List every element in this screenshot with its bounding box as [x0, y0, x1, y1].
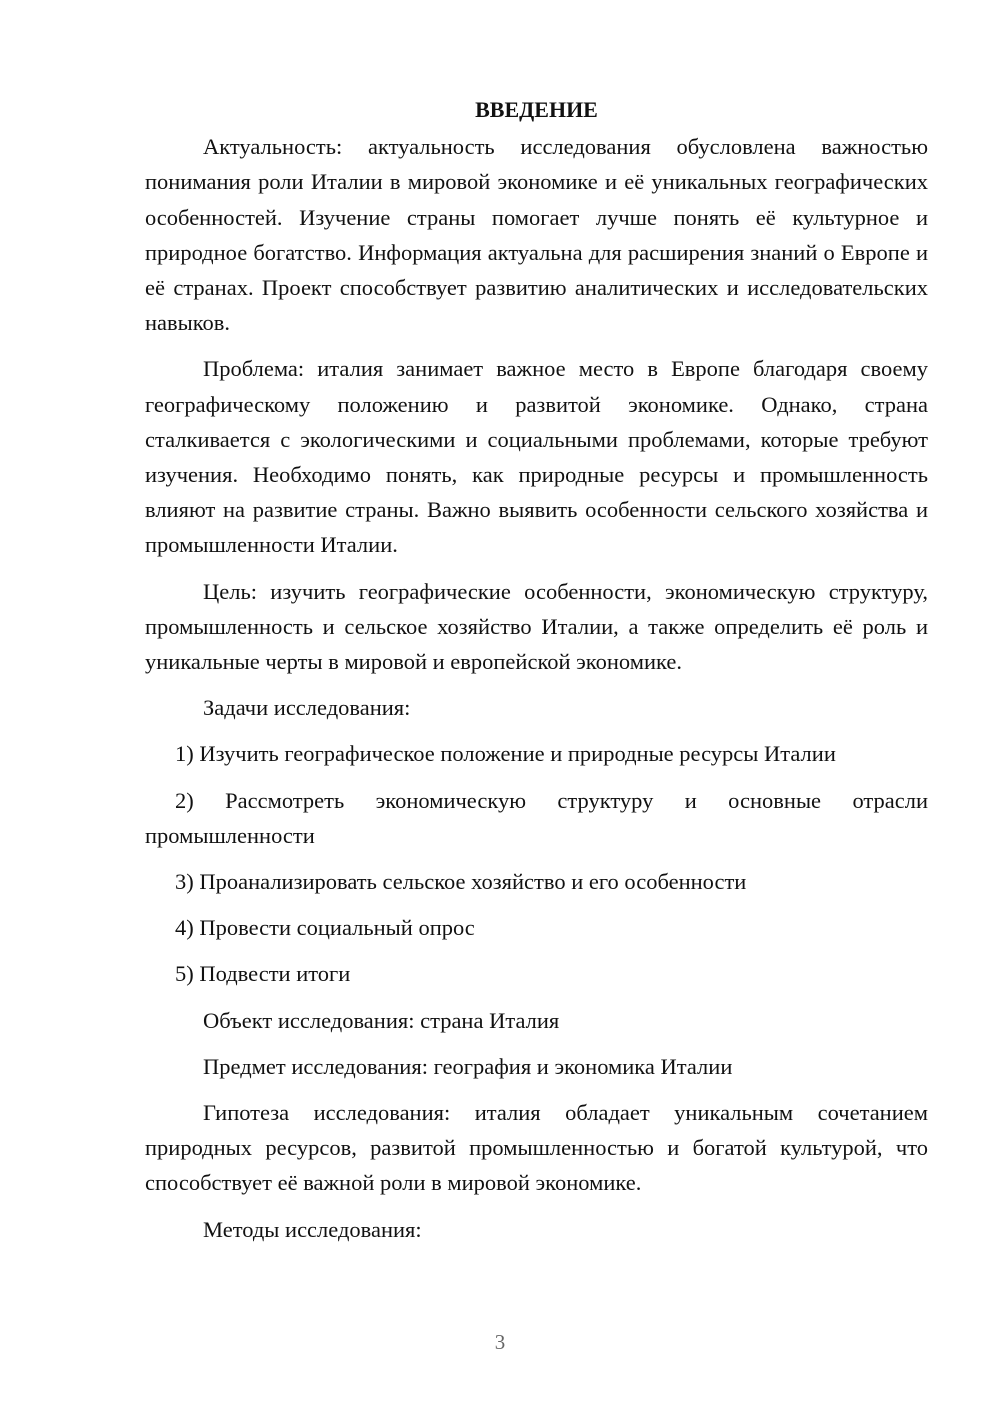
page-number: 3: [494, 1330, 506, 1354]
hypothesis-paragraph: Гипотеза исследования: италия обладает уникальным сочетанием природных ресурсов, развитой промышленностью и богатой культурой, что способствует её важной роли в мировой экономике.: [145, 1100, 928, 1196]
document-title: ВВЕДЕНИЕ: [475, 97, 598, 122]
goal-paragraph: Цель: изучить географические особенности, экономическую структуру, промышленность и сельское хозяйство Италии, а также определить её роль и уникальные черты в мировой и европейской экономике.: [145, 578, 928, 675]
research-subject: Предмет исследования: география и экономика Италии: [203, 1053, 733, 1079]
methods-heading: Методы исследования:: [203, 1216, 422, 1242]
research-object: Объект исследования: страна Италия: [203, 1007, 560, 1033]
task-item-2: 2) Рассмотреть экономическую структуру и основные отрасли промышленности: [145, 787, 928, 848]
tasks-heading: Задачи исследования:: [203, 695, 411, 721]
relevance-paragraph: Актуальность: актуальность исследования обусловлена важностью понимания роли Италии в мировой экономике и её уникальных географических особенностей. Изучение страны помогает лучше понять её культурное и природное богатство. Информация актуальна для расширения знаний о Европе и её странах. Проект способствует развитию аналитических и исследовательских навыков.: [145, 134, 928, 336]
task-item-4: 4) Провести социальный опрос: [175, 915, 475, 941]
task-item-1: 1) Изучить географическое положение и природные ресурсы Италии: [175, 741, 836, 767]
task-item-5: 5) Подвести итоги: [175, 961, 351, 987]
problem-paragraph: Проблема: италия занимает важное место в Европе благодаря своему географическому положению и развитой экономике. Однако, страна сталкивается с экологическими и социальными проблемами, которые требуют изучения. Необходимо понять, как природные ресурсы и промышленность влияют на развитие страны. Важно выявить особенности сельского хозяйства и промышленности Италии.: [145, 356, 928, 558]
task-item-3: 3) Проанализировать сельское хозяйство и его особенности: [175, 869, 747, 895]
document-page: [145, 92, 928, 1258]
